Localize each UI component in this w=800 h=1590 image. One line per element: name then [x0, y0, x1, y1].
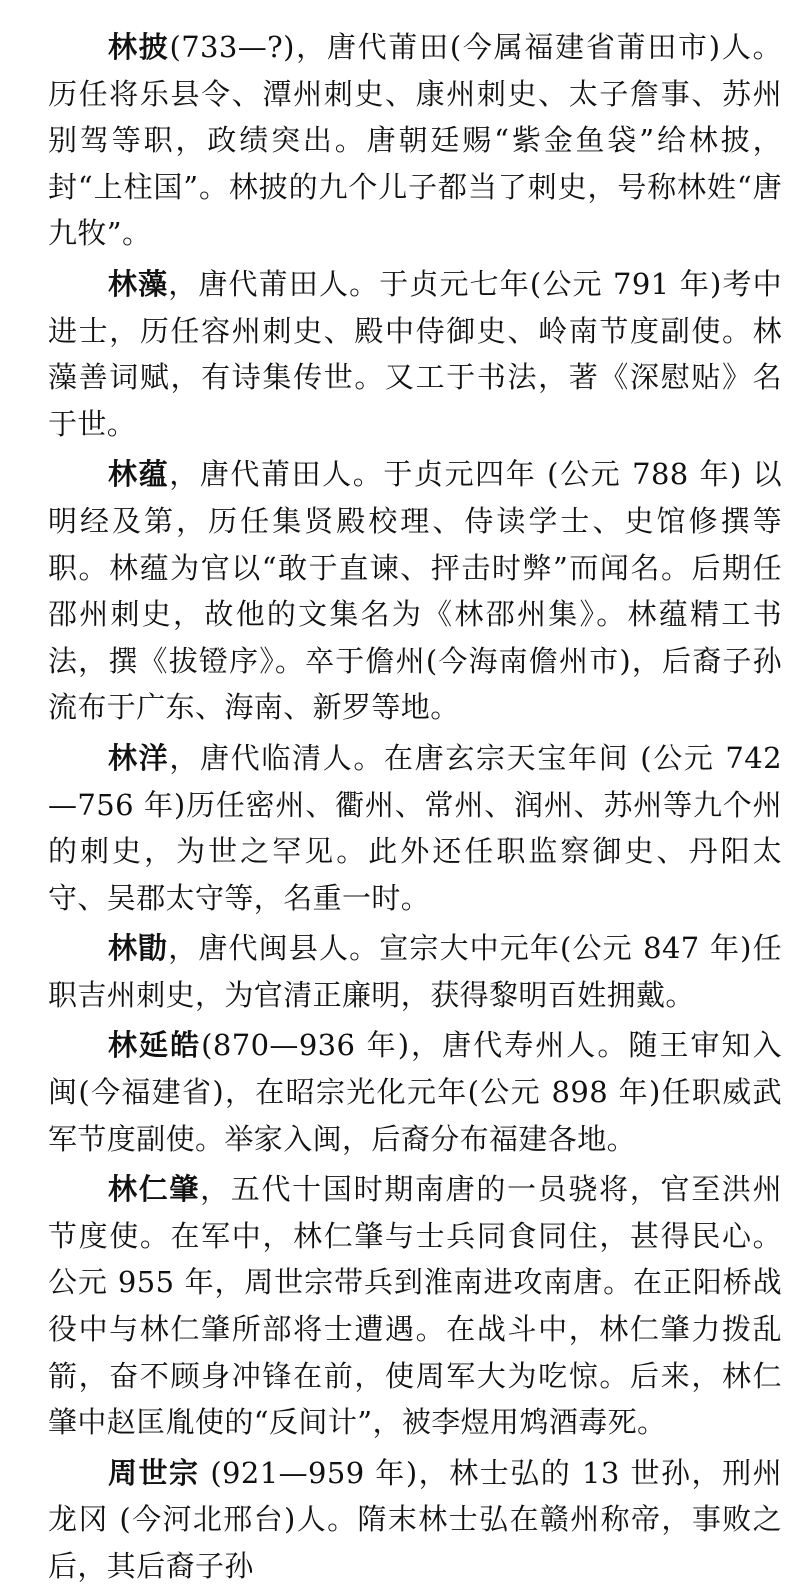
entry-name: 林洋 [108, 740, 170, 775]
entry-name: 林延皓 [108, 1028, 202, 1063]
biography-entry-lin-renzhao [48, 1166, 782, 1446]
entry-name: 林仁肇 [108, 1172, 201, 1207]
biography-entry-lin-yang [48, 735, 782, 921]
entry-text: ，唐代临清人。在唐玄宗天宝年间 (公元 742—756 年)历任密州、衢州、常州、润州、苏州等九个州的刺史，为世之罕见。此外还任职监察御史、丹阳太守、吴郡太守等，名重一时。 [48, 740, 782, 915]
entry-text: ，五代十国时期南唐的一员骁将，官至洪州节度使。在军中，林仁肇与士兵同食同住，甚得民心。公元 955 年，周世宗带兵到淮南进攻南唐。在正阳桥战役中与林仁肇所部将士遭遇。在战斗中，林仁肇力拨乱箭，奋不顾身冲锋在前，使周军大为吃惊。后来，林仁肇中赵匡胤使的“反间计”，被李煜用鸩酒毒死。 [48, 1172, 782, 1440]
biography-entry-lin-pi [48, 24, 782, 257]
entry-name: 周世宗 [108, 1455, 200, 1490]
entry-text: (870—936 年)，唐代寿州人。随王审知入闽(今福建省)，在昭宗光化元年(公元 898 年)任职威武军节度副使。举家入闽，后裔分布福建各地。 [48, 1028, 782, 1156]
entry-text: (921—959 年)，林士弘的 13 世孙，刑州龙冈 (今河北邢台)人。隋末林士弘在赣州称帝，事败之后，其后裔子孙 [48, 1455, 783, 1583]
biography-entry-zhou-shizong [48, 1450, 782, 1590]
entry-text: ，唐代莆田人。于贞元七年(公元 791 年)考中进士，历任容州刺史、殿中侍御史、岭南节度副使。林藻善词赋，有诗集传世。又工于书法，著《深慰贴》名于世。 [48, 266, 782, 441]
entry-text: (733—?)，唐代莆田(今属福建省莆田市)人。历任将乐县令、潭州刺史、康州刺史、太子詹事、苏州别驾等职，政绩突出。唐朝廷赐“紫金鱼袋”给林披，封“上柱国”。林披的九个儿子都当了刺史，号称林姓“唐九牧”。 [48, 30, 782, 251]
entry-text: ，唐代莆田人。于贞元四年 (公元 788 年) 以明经及第，历任集贤殿校理、侍读学士、史馆修撰等职。林蕴为官以“敢于直谏、抨击时弊”而闻名。后期任邵州刺史，故他的文集名为《林邵州集》。林蕴精工书法，撰《拔镫序》。卒于儋州(今海南儋州市)，后裔子孙流布于广东、海南、新罗等地。 [48, 457, 782, 725]
biography-entry-lin-xu [48, 925, 782, 1018]
entry-text: ，唐代闽县人。宣宗大中元年(公元 847 年)任职吉州刺史，为官清正廉明，获得黎明百姓拥戴。 [48, 931, 782, 1012]
biography-entry-lin-yanhao [48, 1022, 782, 1162]
entry-name: 林藻 [108, 266, 169, 301]
entry-name: 林勖 [108, 931, 169, 966]
entry-name: 林披 [108, 30, 170, 64]
biography-entry-lin-zao [48, 261, 782, 447]
entry-name: 林蕴 [108, 457, 170, 492]
biography-entry-lin-yun [48, 451, 782, 731]
